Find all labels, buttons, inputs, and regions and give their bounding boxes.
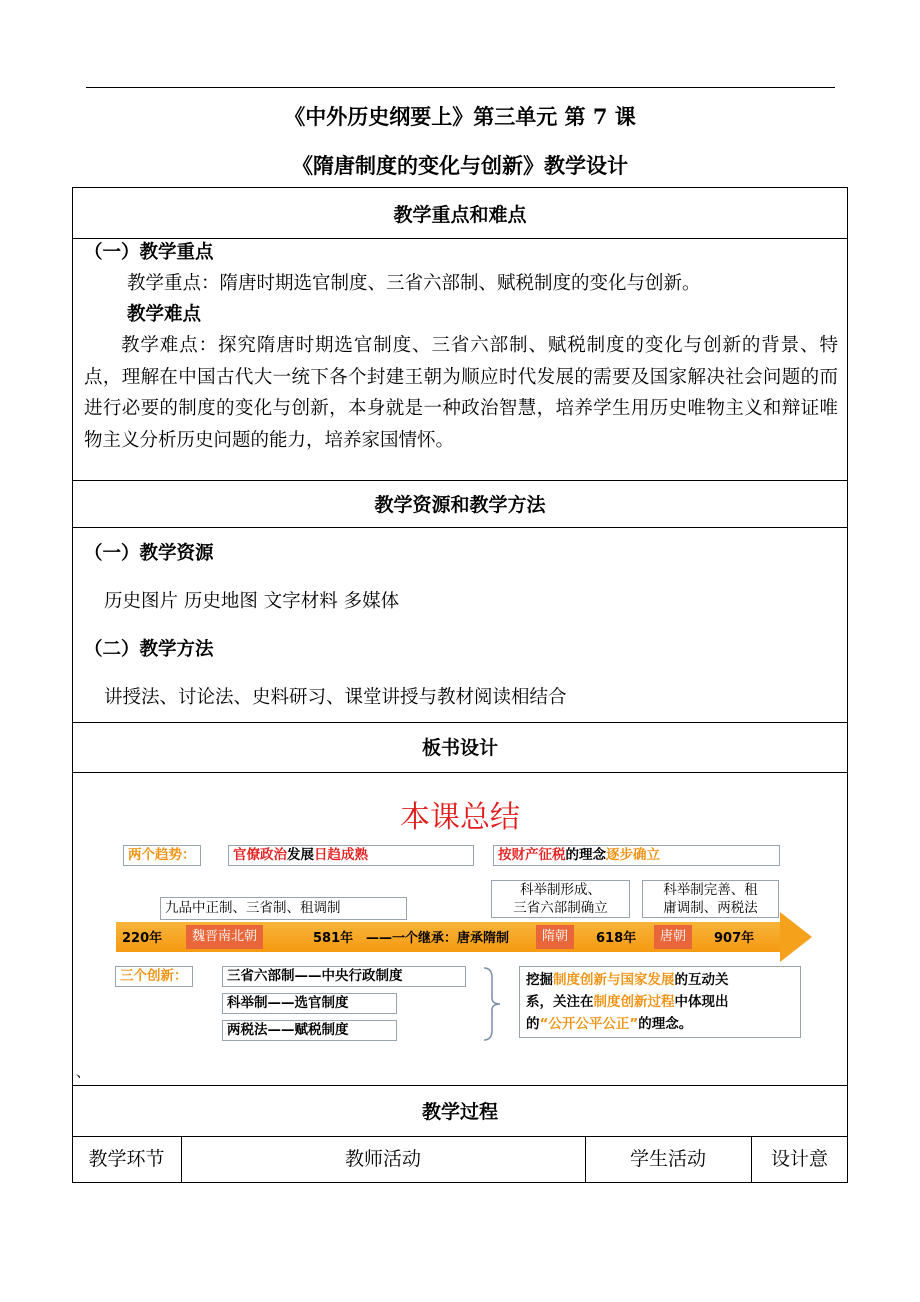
- bracket-icon: [480, 966, 504, 1042]
- subheading-difficulty: 教学难点: [127, 304, 202, 325]
- col-header-intent: 设计意: [770, 1148, 828, 1170]
- col-header-student: 学生活动: [629, 1148, 706, 1170]
- box-tang-line2: 庸调制、两税法: [663, 900, 758, 916]
- innovation-2: 科举制——选官制度: [222, 993, 397, 1014]
- summary-3c: 的理念。: [638, 1016, 693, 1032]
- row-divider: [72, 527, 848, 528]
- box-sui-systems: [491, 880, 630, 918]
- summary-3b: “公开公平公正”: [539, 1016, 639, 1032]
- section-header-board: 板书设计: [421, 737, 498, 759]
- header-rule: [86, 87, 835, 88]
- row-divider: [72, 722, 848, 723]
- summary-box: [519, 966, 801, 1038]
- summary-line1: [526, 969, 794, 991]
- col-header-teacher: 教师活动: [344, 1148, 421, 1170]
- inherit-label: ——一个继承：唐承隋制: [366, 931, 510, 946]
- era-sui: 隋朝: [536, 925, 574, 949]
- summary-1b: 制度创新与国家发展: [553, 972, 675, 988]
- summary-line2: [526, 991, 794, 1013]
- summary-3a: 的: [526, 1016, 540, 1032]
- summary-line3: [526, 1013, 794, 1035]
- innovation-3: 两税法——赋税制度: [222, 1020, 397, 1041]
- trend-box-2: [493, 845, 780, 866]
- innovation-1: 三省六部制——中央行政制度: [222, 966, 466, 987]
- summary-2b: 制度创新过程: [593, 994, 675, 1010]
- section-header-focus: 教学重点和难点: [393, 204, 527, 226]
- section-header-resources: 教学资源和教学方法: [374, 494, 546, 516]
- stray-mark: 、: [76, 1065, 90, 1081]
- subheading-focus: （一）教学重点: [84, 242, 214, 263]
- summary-2c: 中体现出: [674, 994, 729, 1010]
- era-wei-jin: 魏晋南北朝: [186, 925, 263, 949]
- trend2-part-b: 的理念: [565, 847, 606, 863]
- subheading-resources: （一）教学资源: [84, 543, 214, 564]
- year-618: 618年: [596, 931, 637, 946]
- trend2-part-a: 按财产征税: [498, 847, 566, 863]
- trend-box-1: [228, 845, 474, 866]
- innovations-label: 三个创新：: [115, 966, 193, 987]
- col-header-stage: 教学环节: [88, 1148, 165, 1170]
- box-sui-line1: 科举制形成、: [520, 882, 601, 898]
- year-907: 907年: [714, 931, 755, 946]
- era-tang: 唐朝: [654, 925, 692, 949]
- year-581: 581年: [313, 931, 354, 946]
- trend1-part-a: 官僚政治: [233, 847, 287, 863]
- subheading-methods: （二）教学方法: [84, 639, 214, 660]
- methods-text: 讲授法、讨论法、史料研习、课堂讲授与教材阅读相结合: [104, 687, 567, 708]
- year-220: 220年: [122, 931, 163, 946]
- box-tang-line1: 科举制完善、租: [663, 882, 758, 898]
- board-title: 本课总结: [400, 800, 520, 835]
- summary-2a: 系，关注在: [526, 994, 594, 1010]
- trend1-part-c: 日趋成熟: [314, 847, 368, 863]
- trend1-part-b: 发展: [287, 847, 314, 863]
- section-header-process: 教学过程: [421, 1101, 498, 1123]
- doc-title-line2: 《隋唐制度的变化与创新》教学设计: [292, 153, 628, 178]
- trend2-part-c: 逐步确立: [606, 847, 660, 863]
- row-divider: [72, 480, 848, 481]
- row-divider: [72, 1136, 848, 1137]
- resources-text: 历史图片 历史地图 文字材料 多媒体: [104, 591, 400, 612]
- row-divider: [72, 1085, 848, 1086]
- box-sui-line2: 三省六部制确立: [513, 900, 608, 916]
- row-divider: [72, 772, 848, 773]
- box-wei-jin-systems: 九品中正制、三省制、租调制: [160, 897, 407, 920]
- trends-label: 两个趋势：: [123, 845, 201, 866]
- summary-1a: 挖掘: [526, 972, 553, 988]
- focus-text: 教学重点：隋唐时期选官制度、三省六部制、赋税制度的变化与创新。: [127, 273, 701, 294]
- box-tang-systems: [642, 880, 779, 918]
- difficulty-text: 教学难点：探究隋唐时期选官制度、三省六部制、赋税制度的变化与创新的背景、特点，理解在中国古代大一统下各个封建王朝为顺应时代发展的需要及国家解决社会问题的而进行必要的制度的变化与创新，本身就是一种政治智慧，培养学生用历史唯物主义和辩证唯物主义分析历史问题的能力，培养家国情怀。: [84, 335, 838, 451]
- doc-title-line1: 《中外历史纲要上》第三单元 第 7 课: [284, 104, 636, 129]
- timeline-arrow-head: [780, 912, 812, 962]
- summary-1c: 的互动关: [674, 972, 729, 988]
